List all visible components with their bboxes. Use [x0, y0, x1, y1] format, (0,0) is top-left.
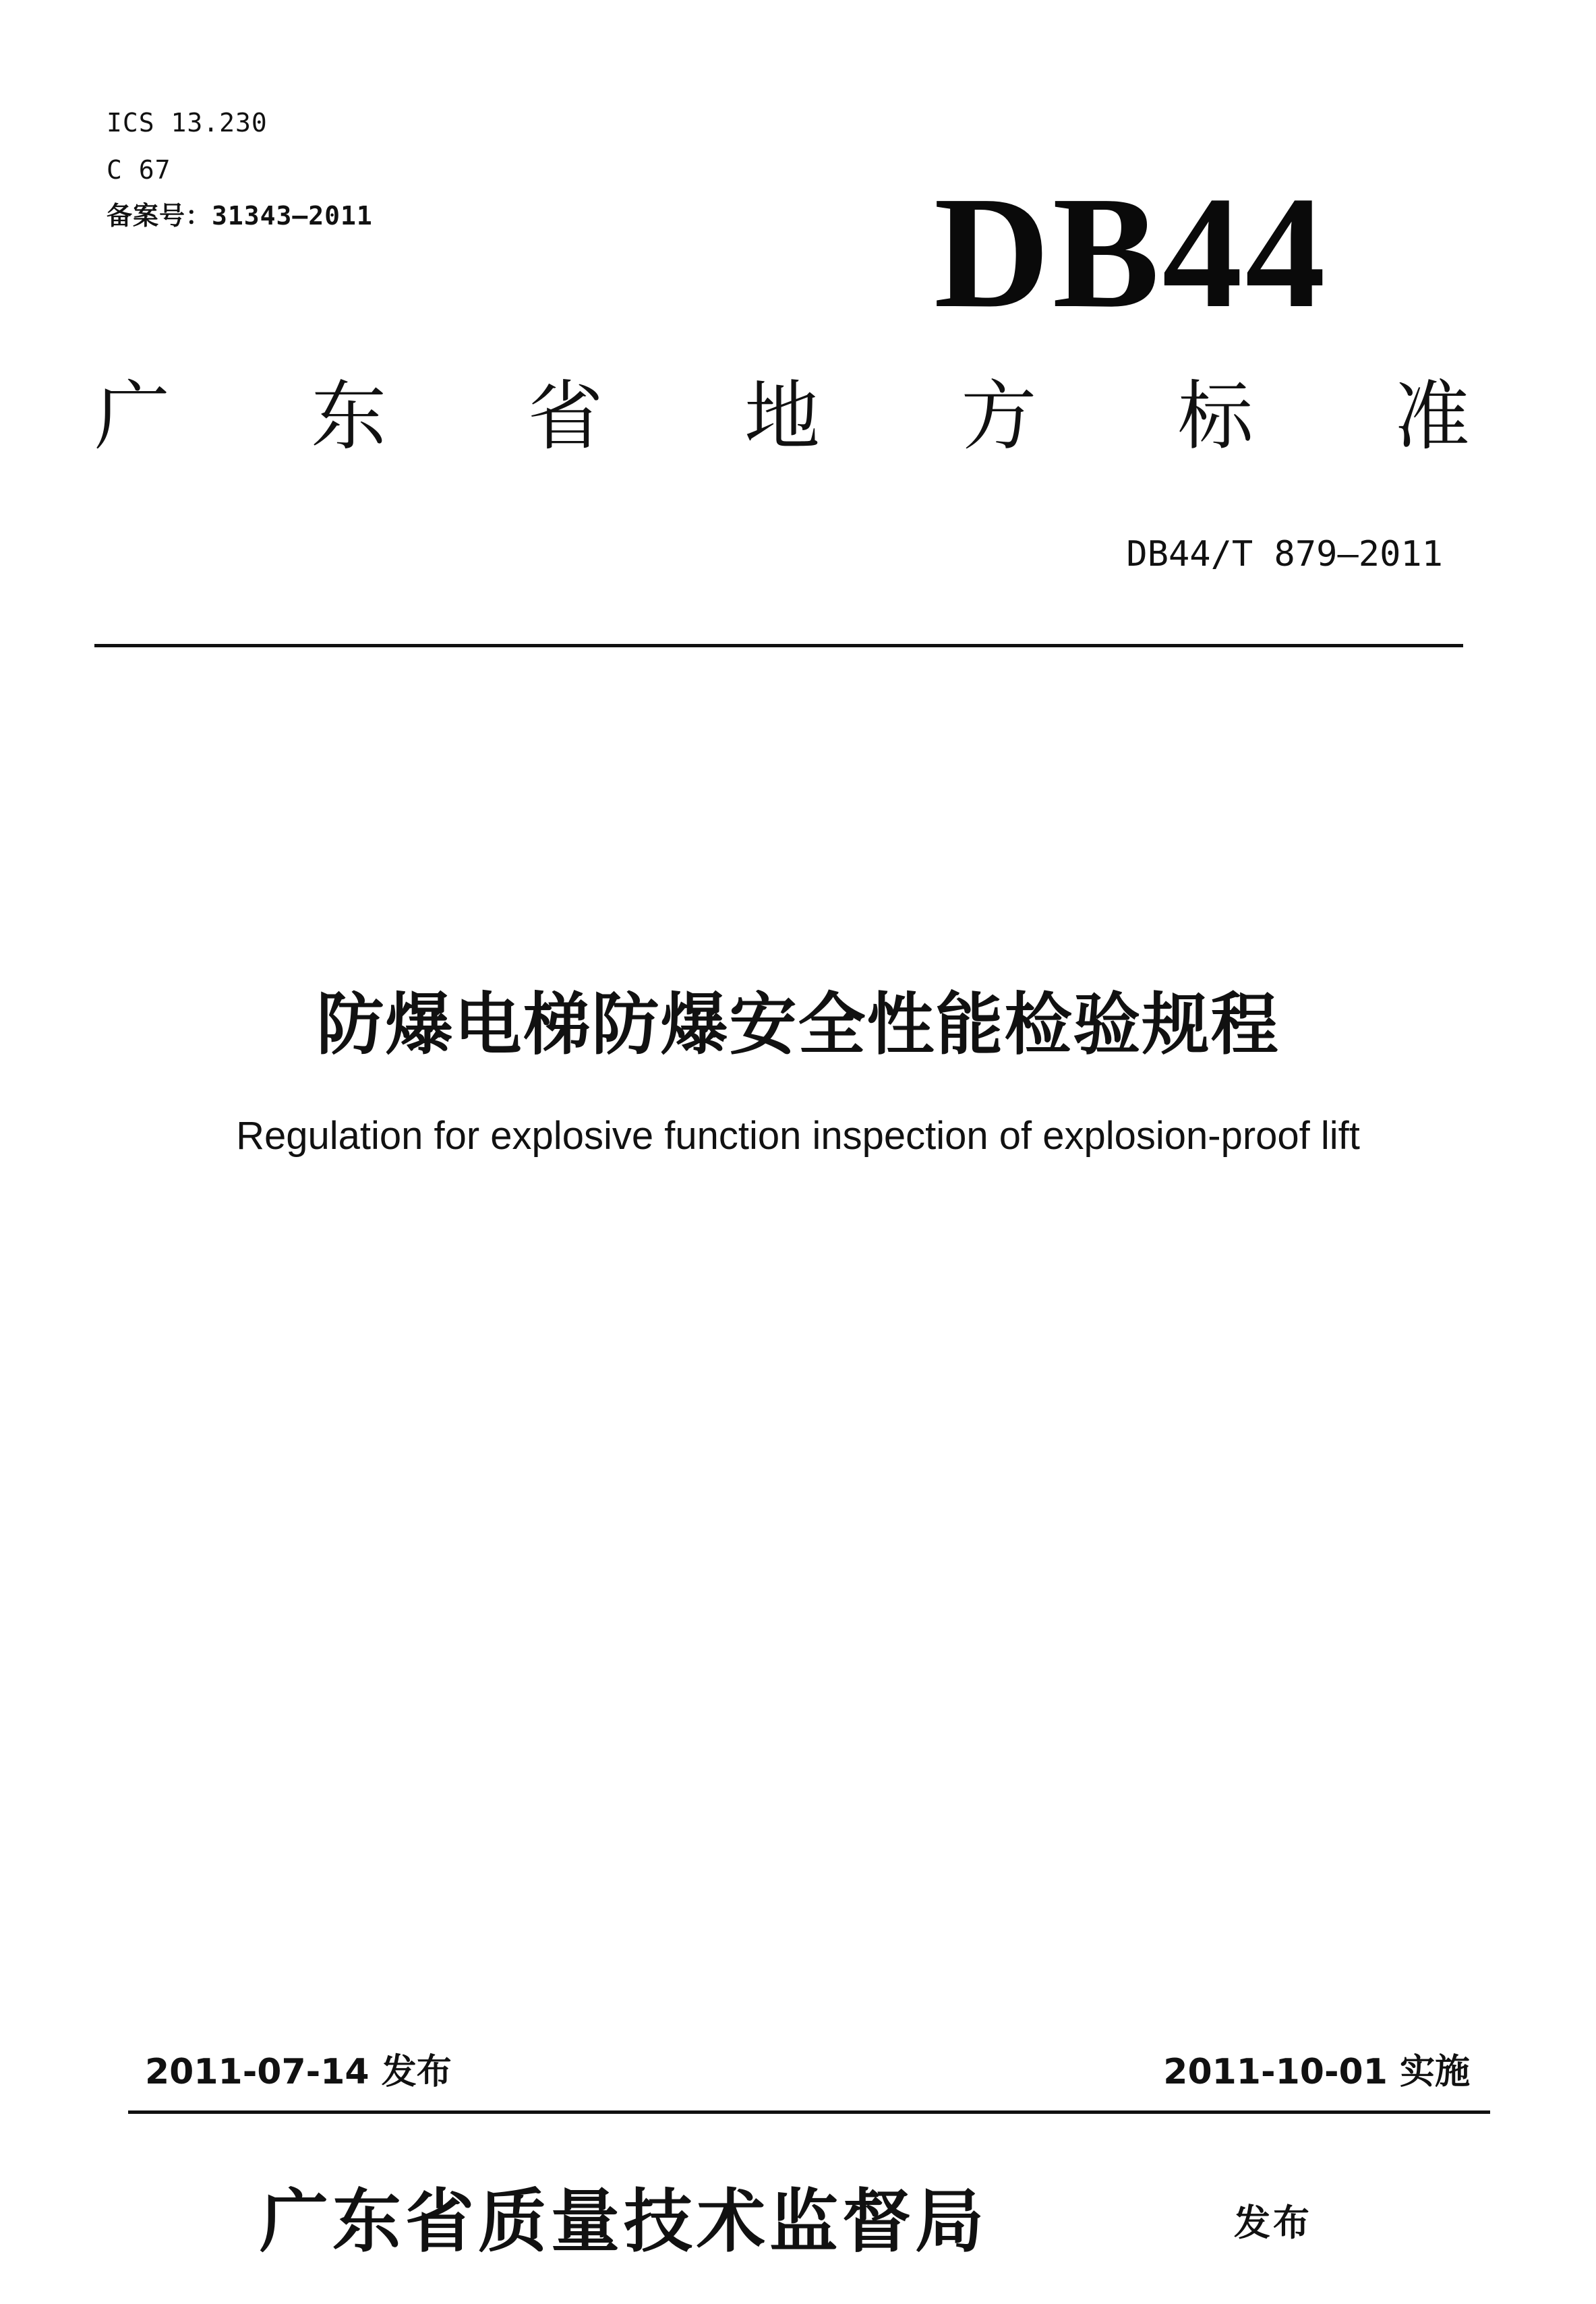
publish-label: 发布 — [1234, 2202, 1312, 2244]
ics-code: ICS 13.230 — [107, 108, 268, 138]
document-title-en: Regulation for explosive function inspection of explosion-proof lift — [236, 1114, 1360, 1158]
standard-number: DB44/T 879—2011 — [1126, 534, 1443, 574]
top-divider — [94, 644, 1463, 647]
standard-category — [94, 370, 1470, 464]
record-number: 备案号：31343—2011 — [107, 201, 373, 231]
publisher-name: 广东省质量技术监督局 — [260, 2181, 988, 2262]
category-char: 广 — [94, 373, 170, 461]
standard-logo: DB44 — [934, 164, 1328, 341]
category-char: 地 — [744, 373, 820, 461]
document-title-cn: 防爆电梯防爆安全性能检验规程 — [316, 985, 1280, 1064]
category-char: 省 — [527, 373, 603, 461]
ccs-code: C 67 — [107, 155, 171, 185]
bottom-divider — [128, 2110, 1490, 2114]
category-char: 准 — [1394, 373, 1470, 461]
category-char: 标 — [1177, 373, 1253, 461]
issue-date: 2011-07-14 发布 — [145, 2052, 452, 2092]
category-char: 方 — [961, 373, 1037, 461]
category-char: 东 — [311, 373, 387, 461]
effective-date: 2011-10-01 实施 — [1163, 2052, 1470, 2092]
